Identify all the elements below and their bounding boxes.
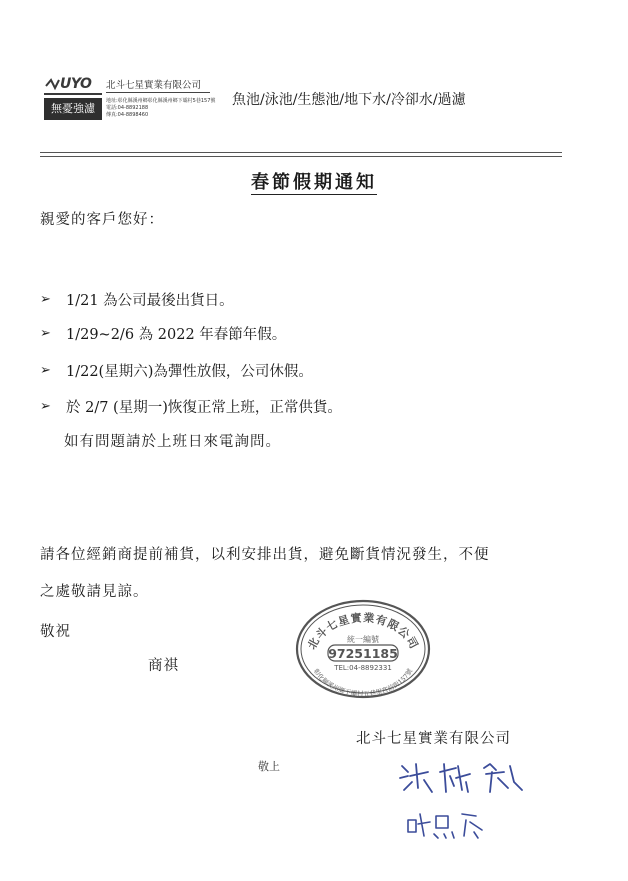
logo-mark xyxy=(44,74,102,96)
bullet-text: 1/29~2/6 為 2022 年春節年假。 xyxy=(66,327,287,343)
notice-title xyxy=(0,168,628,194)
header-divider-bottom xyxy=(40,156,562,157)
letterhead-fax: 傳真:04-8898460 xyxy=(106,112,149,118)
header-divider-top xyxy=(40,152,562,153)
bullet-text: 於 2/7 (星期一)恢復正常上班，正常供貨。 xyxy=(66,400,342,416)
letterhead-address: 地址:彰化縣溪州鄉彰化縣溪州鄉下壩村5巷157號 xyxy=(106,98,216,104)
letterhead-rule xyxy=(106,92,210,93)
logo-text: 無憂強濾 xyxy=(44,98,102,120)
closing-regards: 敬祝 xyxy=(40,624,71,640)
notice-title-text: 春節假期通知 xyxy=(251,172,377,193)
signature-secondary xyxy=(404,808,486,842)
bullet-item xyxy=(40,289,234,310)
company-logo xyxy=(44,74,102,120)
seal-number: 97251185 xyxy=(328,646,398,661)
bullet-text: 1/22(星期六)為彈性放假，公司休假。 xyxy=(66,364,313,380)
arrow-bullet-icon: ➢ xyxy=(40,399,51,414)
arrow-bullet-icon: ➢ xyxy=(40,292,51,307)
logo-mark-text: UYO xyxy=(60,76,92,92)
sender-company: 北斗七星實業有限公司 xyxy=(356,731,511,747)
bullet-item xyxy=(40,396,342,417)
seal-address-arc: 彰化縣溪州鄉下壩村五巷里宮前街157號 xyxy=(311,667,415,699)
signature-primary xyxy=(396,758,528,798)
arrow-bullet-icon: ➢ xyxy=(40,326,51,341)
letterhead-products: 魚池/泳池/生態池/地下水/冷卻水/過濾 xyxy=(232,92,466,108)
seal-company-arc: 北斗七星實業有限公司 xyxy=(305,611,421,652)
respectfully: 敬上 xyxy=(258,760,280,773)
bullet-text: 1/21 為公司最後出貨日。 xyxy=(66,293,234,309)
restock-paragraph-line2: 之處敬請見諒。 xyxy=(40,584,149,600)
greeting: 親愛的客戶您好： xyxy=(40,212,164,228)
letterhead-phone: 電話:04-8892188 xyxy=(106,105,149,111)
bullet-item xyxy=(40,323,286,344)
seal-label: 統一編號 xyxy=(347,635,379,644)
company-seal xyxy=(294,598,432,700)
bullet-item xyxy=(40,360,313,381)
closing-business: 商祺 xyxy=(148,658,179,674)
letterhead-company-name: 北斗七星實業有限公司 xyxy=(106,80,202,91)
seal-tel: TEL:04-8892331 xyxy=(334,664,392,672)
arrow-bullet-icon: ➢ xyxy=(40,363,51,378)
restock-paragraph-line1: 請各位經銷商提前補貨，以利安排出貨，避免斷貨情況發生，不便 xyxy=(40,547,490,563)
contact-note: 如有問題請於上班日來電詢問。 xyxy=(64,434,281,450)
